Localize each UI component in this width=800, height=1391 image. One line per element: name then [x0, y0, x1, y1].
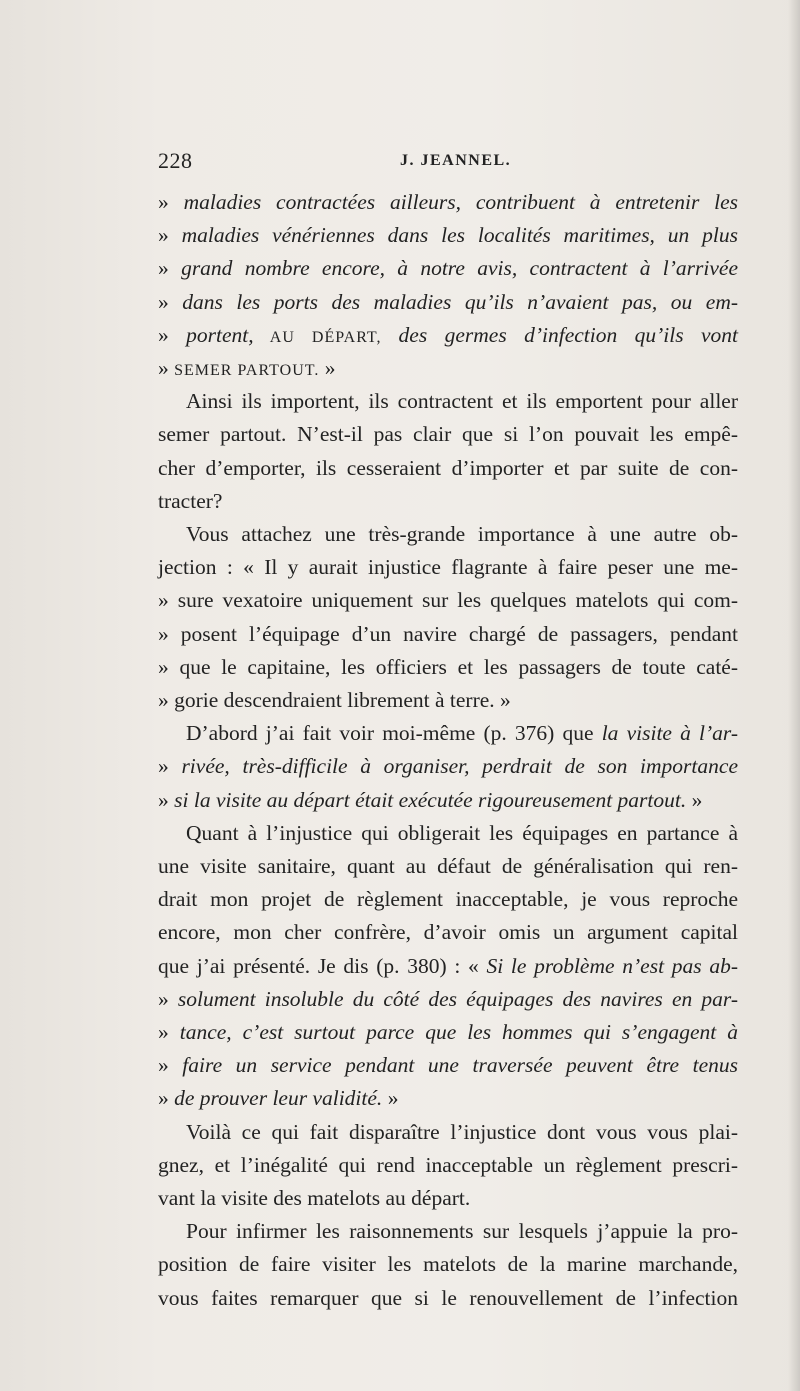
text-line — [158, 750, 738, 783]
page-header — [158, 148, 738, 178]
text-line — [186, 717, 738, 750]
text-line — [158, 1016, 738, 1049]
text-line — [158, 186, 738, 219]
italic-text: maladies vénériennes dans les localités maritimes, un plus — [181, 223, 738, 248]
italic-text: tance, c’est surtout parce que les hommes qui s’engagent à — [179, 1020, 738, 1044]
text-line — [158, 916, 738, 949]
text-line — [158, 286, 738, 319]
text-line — [158, 983, 738, 1016]
text-line — [186, 518, 738, 551]
text-segment: » — [158, 223, 182, 248]
small-caps-text: SEMER PARTOUT. — [174, 362, 320, 379]
text-line — [158, 618, 738, 651]
text-segment: » — [158, 356, 175, 380]
running-head: J. JEANNEL. — [400, 152, 512, 169]
text-line — [158, 485, 738, 518]
text-line — [186, 1215, 738, 1248]
text-segment: Vous attachez une très-grande importance à une autre ob- — [186, 522, 738, 546]
text-line — [158, 418, 738, 451]
page-number: 228 — [158, 148, 193, 173]
text-segment: que j’ai présenté. Je dis (p. 380) : « — [158, 953, 487, 978]
page-edge-shadow — [788, 0, 800, 1391]
italic-text: des germes d’infection qu’ils vont — [398, 322, 739, 347]
text-segment: jection : « Il y aurait injustice flagrante à faire peser une me- — [158, 555, 738, 580]
text-segment: » — [158, 986, 178, 1011]
text-line — [158, 950, 738, 983]
text-line — [158, 684, 738, 717]
text-line — [158, 1149, 738, 1182]
italic-text: rivée, très-difficile à organiser, perdrait de son importance — [181, 754, 738, 779]
text-line — [158, 850, 738, 883]
text-segment: Pour infirmer les raisonnements sur lesquels j’appuie la pro- — [186, 1219, 738, 1244]
text-line — [158, 252, 738, 285]
text-segment: encore, mon cher confrère, d’avoir omis un argument capital — [158, 920, 738, 945]
text-line — [158, 1049, 738, 1082]
text-segment: » posent l’équipage d’un navire chargé de passagers, pendant — [158, 621, 738, 646]
text-line — [186, 817, 738, 850]
italic-text: grand nombre encore, à notre avis, contractent à l’arrivée — [181, 256, 739, 281]
text-segment: cher d’emporter, ils cesseraient d’importer et par suite de con- — [158, 455, 738, 480]
text-segment: » — [158, 289, 183, 314]
text-segment: une visite sanitaire, quant au défaut de généralisation qui ren- — [158, 854, 738, 878]
italic-text: la visite à l’ar- — [601, 721, 738, 746]
text-line — [158, 551, 738, 584]
text-segment: » — [158, 256, 182, 281]
text-line — [158, 319, 738, 352]
italic-text: Si le problème n’est pas ab- — [486, 953, 738, 978]
text-segment: D’abord j’ai fait voir moi-même (p. 376) que — [186, 721, 602, 746]
text-segment: drait mon projet de règlement inacceptable, je vous reproche — [158, 887, 738, 912]
text-segment: Quant à l’injustice qui obligerait les équipages en partance à — [186, 820, 738, 845]
text-segment: » — [158, 1020, 180, 1044]
text-segment: semer partout. N’est-il pas clair que si l’on pouvait les empê- — [158, 422, 738, 447]
text-segment: » — [158, 754, 182, 779]
text-line — [158, 452, 738, 485]
text-segment: vant la visite des matelots au départ. — [158, 1186, 471, 1210]
text-segment: » — [382, 1086, 399, 1111]
text-segment: Ainsi ils importent, ils contractent et ils emportent pour aller — [186, 389, 738, 414]
text-line — [158, 1182, 738, 1215]
text-segment: » sure vexatoire uniquement sur les quelques matelots qui com- — [158, 588, 738, 613]
italic-text: portent, — [186, 322, 254, 347]
text-segment: » — [158, 322, 187, 347]
text-segment: position de faire visiter les matelots de la marine marchande, — [158, 1252, 738, 1277]
text-line — [186, 385, 738, 418]
italic-text: si la visite au départ était exécutée rigoureusement partout. — [174, 787, 687, 812]
text-line — [158, 584, 738, 617]
text-segment: tracter? — [158, 488, 223, 513]
text-line — [158, 352, 738, 385]
italic-text: de prouver leur validité. — [174, 1086, 383, 1111]
text-segment: vous faites remarquer que si le renouvellement de l’infection — [158, 1285, 738, 1310]
text-line — [158, 883, 738, 916]
text-segment: Voilà ce qui fait disparaître l’injustice dont vous vous plai- — [186, 1119, 738, 1144]
text-segment: » — [158, 190, 184, 214]
text-line — [186, 1116, 738, 1149]
text-segment: » — [686, 787, 703, 812]
text-line — [158, 1248, 738, 1281]
text-segment: » — [158, 1053, 183, 1078]
italic-text: faire un service pendant une traversée peuvent être tenus — [182, 1053, 738, 1078]
text-line — [158, 219, 738, 252]
text-segment: » — [158, 1086, 175, 1111]
text-line — [158, 1282, 738, 1315]
text-segment: » — [158, 787, 175, 812]
italic-text: maladies contractées ailleurs, contribuent à entretenir les — [183, 190, 739, 214]
text-segment: » que le capitaine, les officiers et les passagers de toute caté- — [158, 654, 738, 679]
text-line — [158, 784, 738, 817]
text-segment: gnez, et l’inégalité qui rend inacceptable un règlement prescri- — [158, 1152, 738, 1177]
italic-text: dans les ports des maladies qu’ils n’avaient pas, ou em- — [182, 289, 739, 314]
small-caps-text: AU DÉPART, — [253, 328, 399, 346]
italic-text: solument insoluble du côté des équipages des navires en par- — [177, 986, 739, 1011]
text-line — [158, 651, 738, 684]
text-segment: » gorie descendraient librement à terre. » — [158, 688, 511, 712]
text-line — [158, 1082, 738, 1115]
text-segment: » — [319, 356, 336, 380]
